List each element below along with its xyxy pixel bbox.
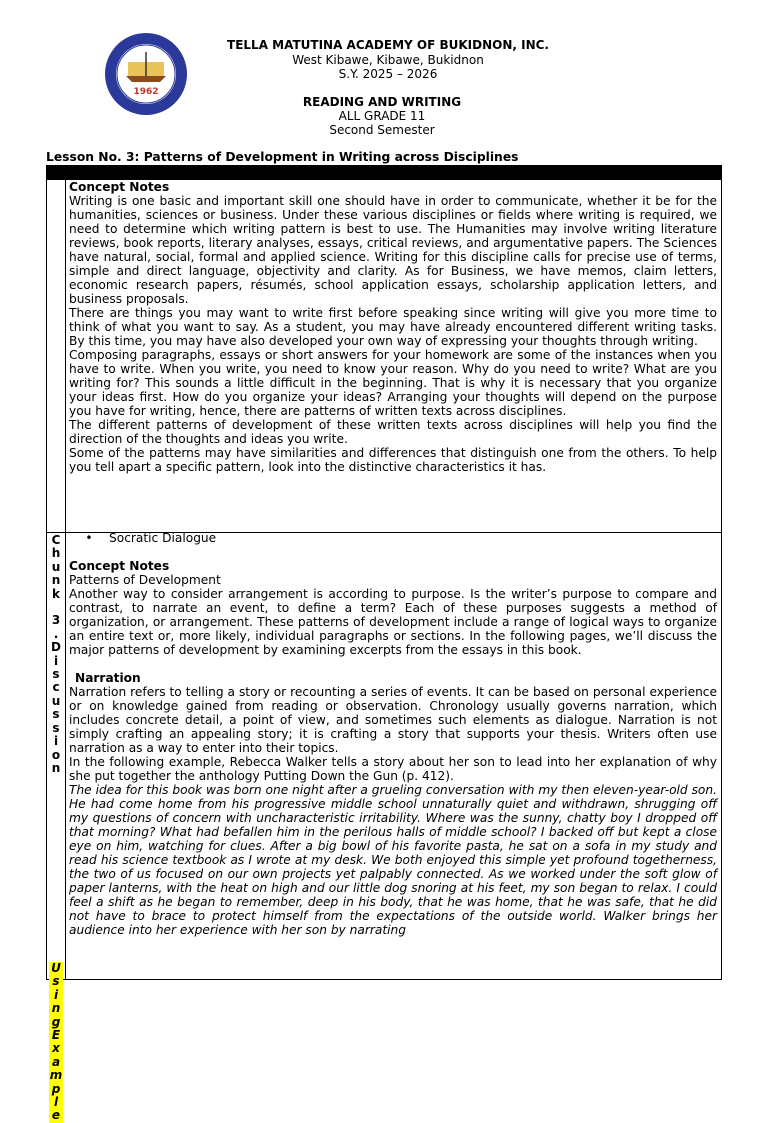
side-label-letter: o — [51, 747, 61, 762]
subject-title: READING AND WRITING — [302, 95, 462, 109]
table-header-bar — [47, 166, 721, 180]
side-label-letter: n — [49, 1002, 63, 1015]
bullet-text: Socratic Dialogue — [109, 531, 217, 545]
side-label-letter: u — [51, 559, 61, 574]
grade-level: ALL GRADE 11 — [338, 109, 426, 123]
side-label-letter: . — [53, 626, 59, 641]
side-label-letter: p — [49, 1083, 63, 1096]
lesson-table — [46, 165, 722, 1123]
side-label-letter: a — [49, 1056, 63, 1069]
side-label-letter: u — [51, 693, 61, 708]
side-label-letter: x — [49, 1042, 63, 1055]
bullet-item — [69, 531, 717, 545]
spacer — [69, 545, 717, 559]
narration-heading: Narration — [75, 671, 141, 685]
side-label-letter: C — [51, 533, 61, 547]
patterns-section — [69, 531, 717, 937]
side-label-letter: D — [51, 640, 61, 655]
paragraph: Another way to consider arrangement is according to purpose. Is the writer’s purpose to compare and contrast, to narrate an event, to define a term? Each of these purposes suggests a method of organization, or arrangement. These patterns of development include a range of logical ways to organize an entire text or, more likely, individual paragraphs or sections. In the following pages, we’ll discuss the major patterns of development by examining excerpts from the essays in this book. — [69, 587, 717, 657]
concept-notes-section — [69, 180, 717, 474]
lesson-title: Lesson No. 3: Patterns of Development in Writing across Disciplines — [46, 150, 519, 164]
side-label-letter: i — [49, 989, 63, 1002]
semester: Second Semester — [329, 123, 435, 137]
side-label-letter: i — [53, 653, 59, 668]
side-label-letter: i — [53, 734, 59, 749]
side-label-letter: g — [49, 1016, 63, 1029]
side-label-letter: s — [49, 975, 63, 988]
side-label-letter: e — [49, 1109, 63, 1122]
side-label-letter: s — [52, 720, 60, 735]
document-header — [0, 0, 768, 150]
side-label-letter: E — [49, 1029, 63, 1042]
side-label-using-example — [49, 962, 63, 1123]
side-label-letter: h — [51, 546, 61, 561]
side-label-letter: 3 — [51, 613, 61, 628]
paragraph: Some of the patterns may have similarities and differences that distinguish one from the others. To help you tell apart a specific pattern, look into the distinctive characteristics it has. — [69, 446, 717, 474]
spacer — [69, 657, 717, 671]
paragraph: The different patterns of development of these written texts across disciplines will help you find the direction of the thoughts and ideas you write. — [69, 418, 717, 446]
side-label-letter: s — [52, 707, 60, 722]
section-heading: Concept Notes — [69, 559, 170, 573]
bullet-icon: • — [85, 531, 93, 545]
subject-info — [200, 95, 564, 137]
svg-text:1962: 1962 — [133, 87, 159, 97]
school-seal-logo — [104, 32, 188, 116]
school-name: TELLA MATUTINA ACADEMY OF BUKIDNON, INC. — [227, 38, 549, 52]
side-label-letter: n — [51, 760, 61, 775]
row-side-cell — [47, 180, 66, 532]
side-label-letter — [49, 601, 63, 614]
side-label-letter: l — [49, 1096, 63, 1109]
side-label-letter: m — [49, 1068, 63, 1083]
paragraph: Composing paragraphs, essays or short answers for your homework are some of the instances when you have to write. When you write, you need to know your reason. Why do you need to write? What are you writing for? This sounds a little difficult in the beginning. That is why it is necessary that you organize your ideas first. How do you organize your ideas? Arranging your thoughts will depend on the purpose you have for writing, hence, there are patterns of written texts across disciplines. — [69, 348, 717, 418]
school-info — [200, 38, 576, 82]
paragraph: There are things you may want to write first before speaking since writing will give you more time to think of what you want to say. As a student, you may have already encountered different writing tasks. By this time, you may have also developed your own way of expressing your thoughts through writing. — [69, 306, 717, 348]
paragraph: Narration refers to telling a story or recounting a series of events. It can be based on personal experience or on knowledge gained from reading or observation. Chronology usually governs narration, which includes concrete detail, a point of view, and sometimes such elements as dialogue. Narration is not simply crafting an appealing story; it is crafting a story that supports your thesis. Writers often use narration as a way to enter into their topics. — [69, 685, 717, 755]
subheading: Patterns of Development — [69, 573, 221, 587]
side-label-letter: s — [52, 667, 60, 682]
side-label-chunk-discussion — [49, 534, 63, 775]
paragraph: In the following example, Rebecca Walker tells a story about her son to lead into her explanation of why she put together the anthology Putting Down the Gun (p. 412). — [69, 755, 717, 783]
side-label-letter: U — [49, 962, 63, 975]
school-year: S.Y. 2025 – 2026 — [338, 67, 438, 81]
side-label-letter: n — [51, 573, 61, 588]
side-label-letter: c — [52, 680, 60, 695]
side-label-letter: k — [52, 586, 60, 601]
school-address: West Kibawe, Kibawe, Bukidnon — [292, 52, 484, 67]
example-paragraph: The idea for this book was born one night after a grueling conversation with my then eleven-year-old son. He had come home from his progressive middle school unnaturally quiet and withdrawn, shrugging off my questions of concern with uncharacteristic irritability. Where was the sunny, chatty boy I dropped off that morning? What had befallen him in the perilous halls of middle school? I backed off but kept a close eye on him, watching for clues. After a big bowl of his favorite pasta, he sat on a sofa in my study and read his science textbook as I wrote at my desk. We both enjoyed this simple yet profound togetherness, the two of us focused on our own projects yet palpably connected. As we worked under the soft glow of paper lanterns, with the heat on high and our little dog snoring at his feet, my son began to relax. I could feel a shift as he began to remember, deep in his body, that he was home, that he was safe, that he did not have to brace to protect himself from the expectations of the outside world. Walker brings her audience into her experience with her son by narrating — [69, 783, 717, 937]
section-heading: Concept Notes — [69, 180, 170, 194]
paragraph: Writing is one basic and important skill one should have in order to communicate, whether it be for the humanities, sciences or business. Under these various disciplines or fields where writing is required, we need to determine which writing pattern is best to use. The Humanities may involve writing literature reviews, book reports, literary analyses, essays, critical reviews, and argumentative papers. The Sciences have natural, social, formal and applied science. Writing for this discipline calls for precise use of terms, simple and direct language, objectivity and clarity. As for Business, we have memos, claim letters, economic research papers, résumés, school application essays, scholarship application letters, and business proposals. — [69, 194, 717, 306]
